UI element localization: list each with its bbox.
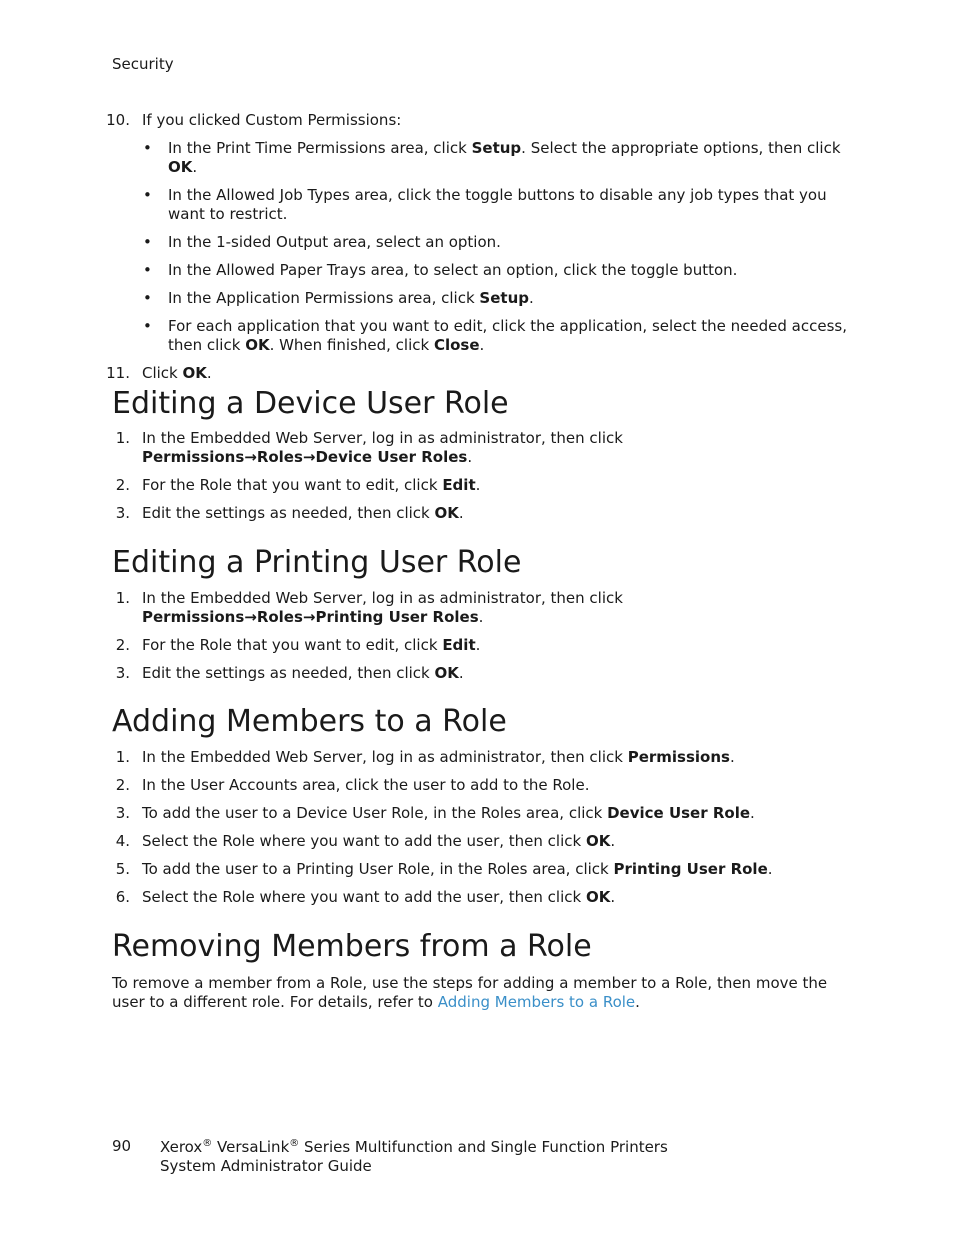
bullet-icon: • — [143, 139, 152, 157]
list-item: 6. Select the Role where you want to add the user, then click OK. — [115, 888, 616, 906]
section-heading-printing-user-role: Editing a Printing User Role — [112, 545, 522, 580]
list-item-step-10 — [0, 111, 954, 130]
step-number: 10. — [106, 111, 130, 129]
section-heading-adding-members: Adding Members to a Role — [112, 704, 507, 739]
section-heading-removing-members: Removing Members from a Role — [112, 929, 592, 964]
list-item: 3. To add the user to a Device User Role, in the Roles area, click Device User Role. — [115, 804, 755, 822]
section-heading-device-user-role: Editing a Device User Role — [112, 386, 509, 421]
bullet-item: • In the 1-sided Output area, select an option. — [143, 233, 501, 251]
list-item: 2. For the Role that you want to edit, click Edit. — [115, 476, 481, 494]
step-list-printing-role — [0, 589, 954, 683]
list-item: 1. In the Embedded Web Server, log in as administrator, then click Permissions→Roles→Device User Roles. — [115, 429, 623, 466]
step-list-device-role — [0, 429, 954, 523]
bullet-icon: • — [143, 233, 152, 251]
list-item: 1. In the Embedded Web Server, log in as administrator, then click Permissions→Roles→Printing User Roles. — [115, 589, 623, 626]
list-item: 2. For the Role that you want to edit, click Edit. — [115, 636, 481, 654]
bullet-list — [0, 139, 954, 355]
removing-members-paragraph: To remove a member from a Role, use the steps for adding a member to a Role, then move the user to a different role. For details, refer to Adding Members to a Role. — [112, 974, 828, 1011]
bullet-icon: • — [143, 317, 152, 335]
adding-members-link[interactable]: Adding Members to a Role — [437, 993, 636, 1011]
step-text: If you clicked Custom Permissions: — [142, 111, 402, 129]
step-list-custom-permissions — [0, 111, 954, 383]
bullet-icon: • — [143, 289, 152, 307]
list-item: 3. Edit the settings as needed, then click OK. — [115, 504, 464, 522]
page-number: 90 — [112, 1137, 132, 1155]
bullet-item: • In the Allowed Job Types area, click the toggle buttons to disable any job types that you want to restrict. — [143, 186, 827, 223]
list-item: 5. To add the user to a Printing User Role, in the Roles area, click Printing User Role. — [115, 860, 773, 878]
list-item: 3. Edit the settings as needed, then click OK. — [115, 664, 464, 682]
bullet-item: • For each application that you want to edit, click the application, select the needed access, then click OK. When finished, click Close. — [143, 317, 847, 354]
list-item: 4. Select the Role where you want to add the user, then click OK. — [115, 832, 616, 850]
footer-title: Xerox® VersaLink® Series Multifunction and Single Function Printers System Administrator Guide — [160, 1138, 668, 1175]
list-item: 1. In the Embedded Web Server, log in as administrator, then click Permissions. — [115, 748, 735, 766]
bullet-icon: • — [143, 186, 152, 204]
list-item-step-11: 11. Click OK. — [0, 364, 954, 383]
list-item: 2. In the User Accounts area, click the user to add to the Role. — [115, 776, 590, 794]
bullet-item: • In the Allowed Paper Trays area, to select an option, click the toggle button. — [143, 261, 738, 279]
bullet-item: • In the Application Permissions area, click Setup. — [143, 289, 534, 307]
step-list-adding-members — [0, 748, 954, 907]
step-number: 11. — [106, 364, 130, 382]
bullet-item: • In the Print Time Permissions area, click Setup. Select the appropriate options, then click OK. — [143, 139, 841, 176]
running-header: Security — [112, 55, 174, 73]
bullet-icon: • — [143, 261, 152, 279]
